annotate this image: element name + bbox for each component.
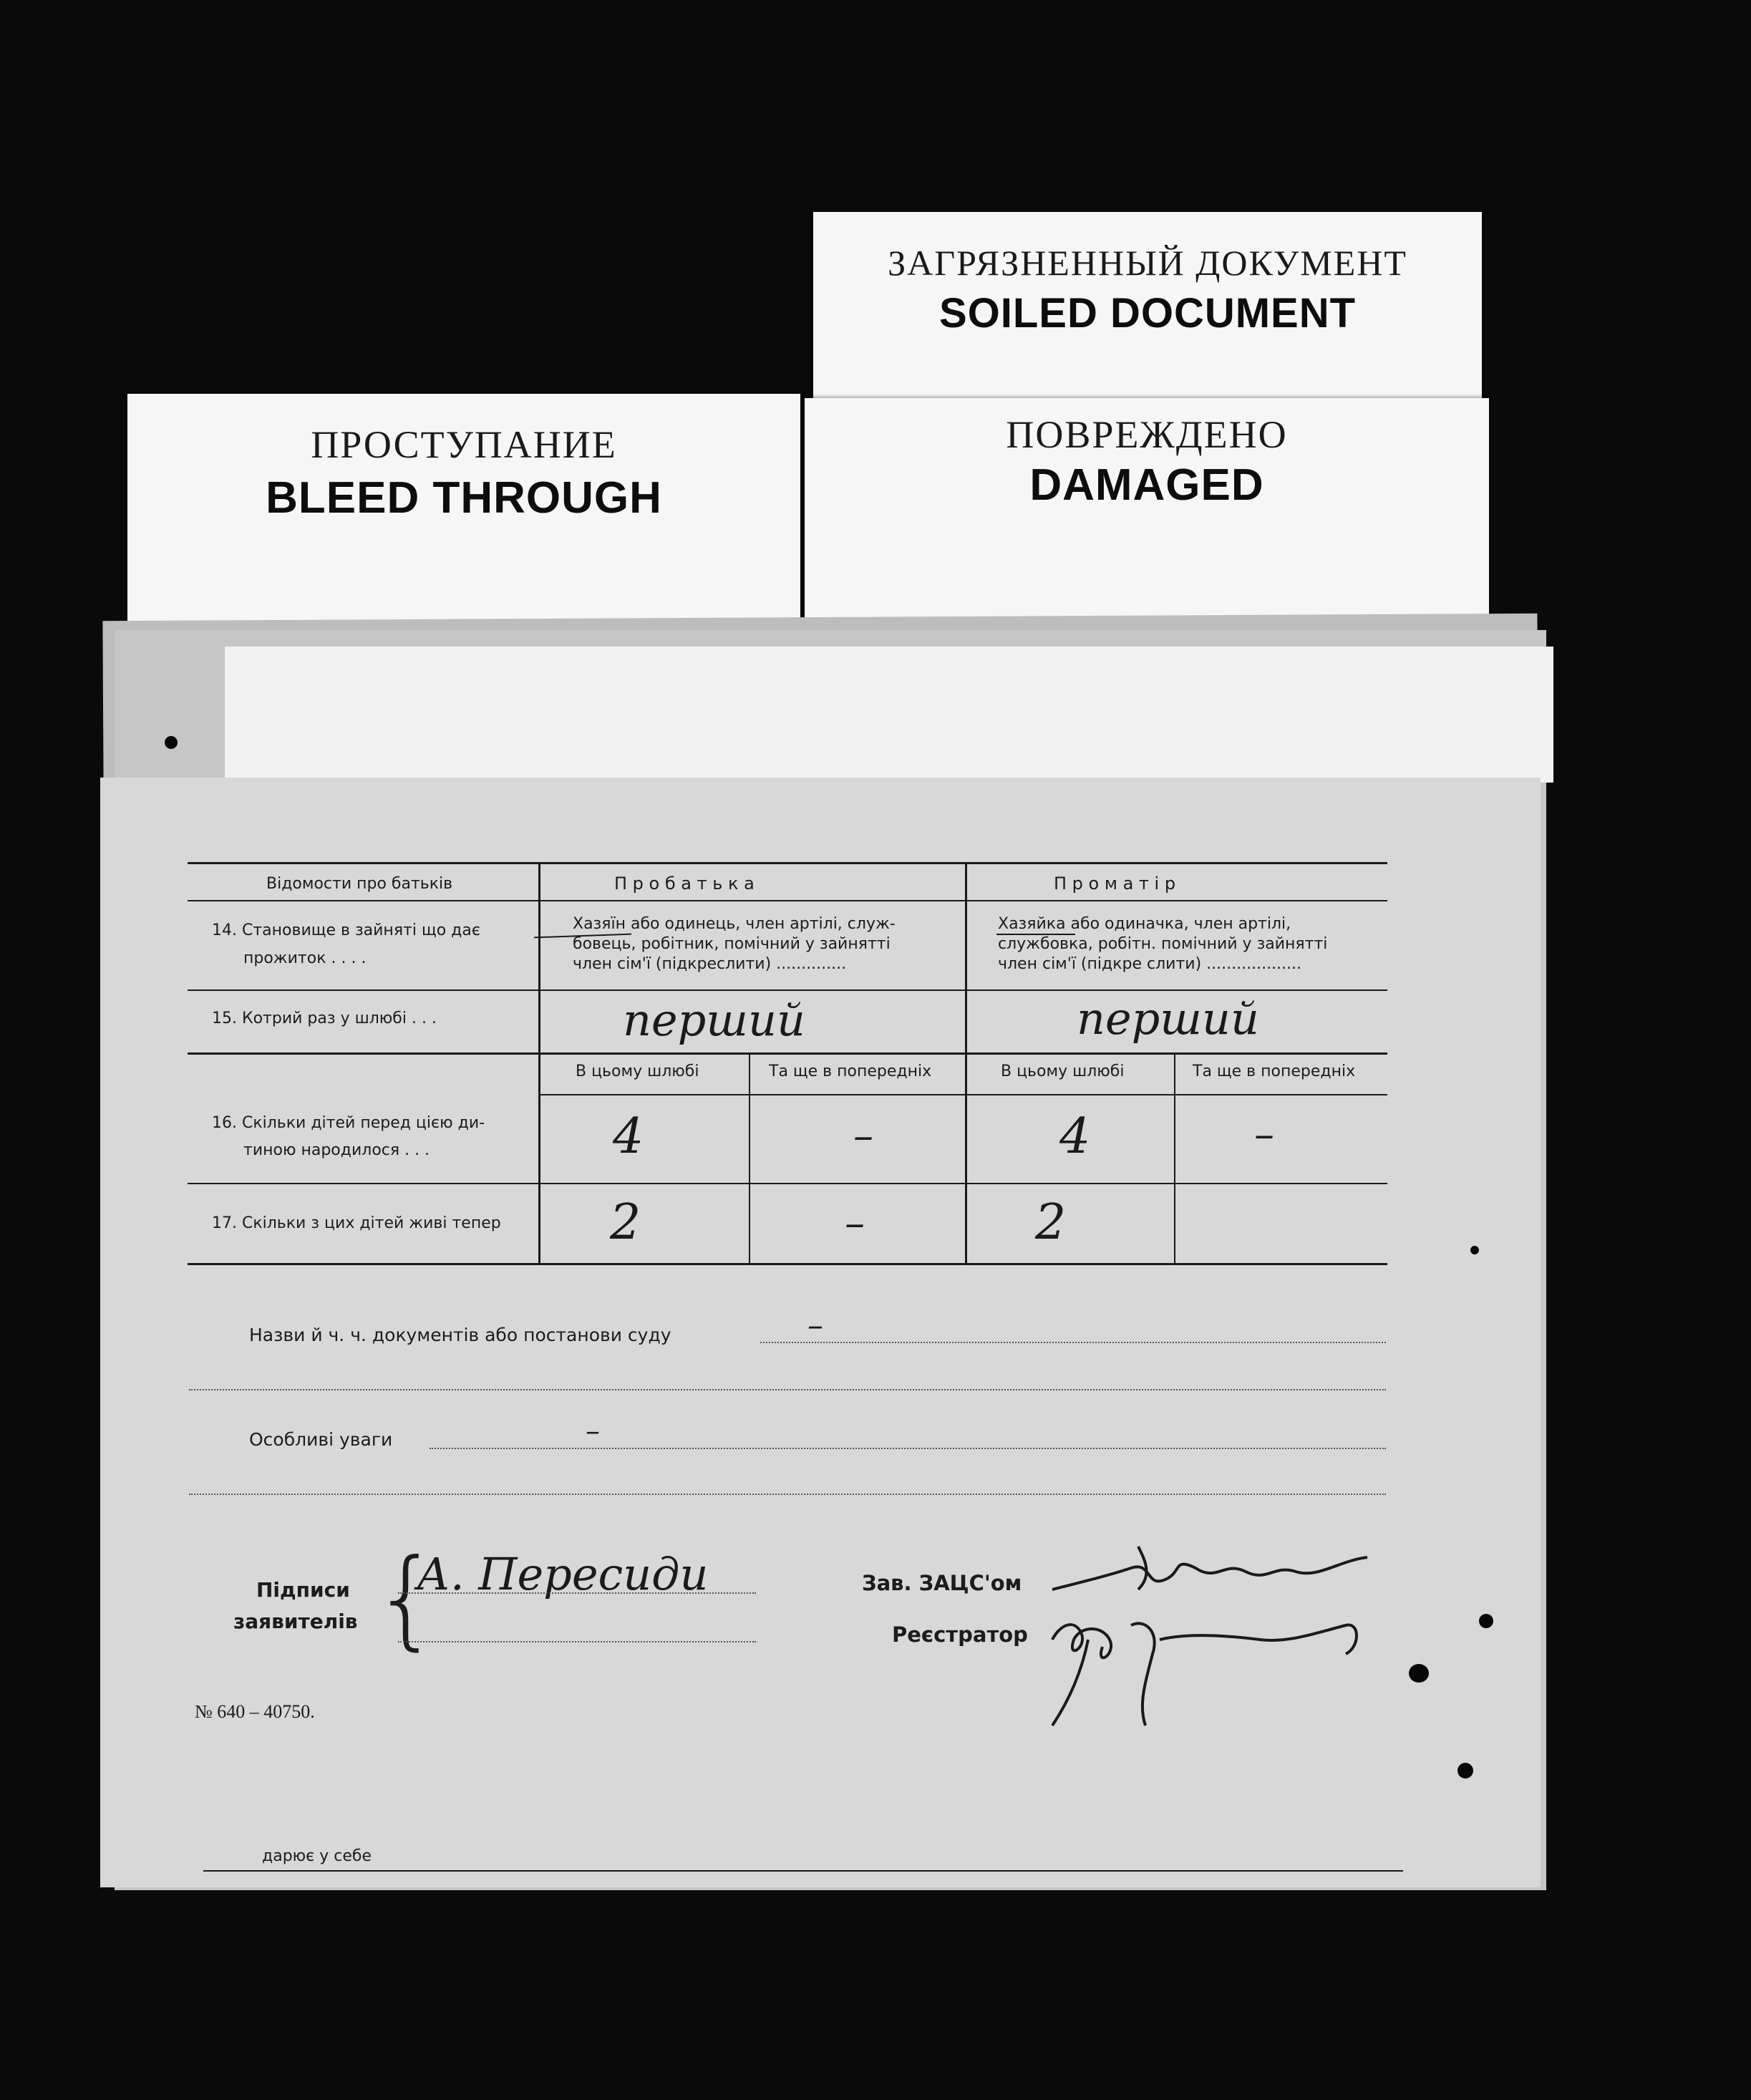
signatures-label-2: заявителів: [233, 1610, 358, 1633]
table-top-rule: [188, 862, 1387, 864]
registrar-signature: [1045, 1597, 1374, 1740]
subheader-this-father: В цьому шлюбі: [576, 1063, 699, 1080]
white-strip: [225, 647, 1553, 783]
subheader-bottom-rule: [538, 1094, 1387, 1095]
header-bottom-rule: [188, 900, 1387, 901]
bleed-through-card: [127, 394, 800, 630]
subheader-prev-mother: Та ще в попередніх: [1193, 1063, 1356, 1080]
punch-hole: [1470, 1246, 1479, 1254]
signatures-label-1: Підписи: [256, 1578, 350, 1602]
row17-mother-this: 2: [1035, 1194, 1067, 1251]
applicant-signature: А. Пересиди: [417, 1548, 709, 1600]
documents-dots-2: [189, 1389, 1386, 1390]
row15-bottom-rule: [188, 1053, 1387, 1055]
header-info: Відомости про батьків: [266, 875, 453, 893]
notes-dots-2: [189, 1494, 1386, 1495]
documents-value: –: [807, 1307, 823, 1344]
row17-father-prev: –: [845, 1200, 865, 1247]
damaged-label-ru: ПОВРЕЖДЕНО: [1006, 413, 1288, 456]
row14-father-2: бовець, робітник, помічний у зайнятті: [573, 935, 891, 953]
notes-value: –: [586, 1415, 600, 1448]
row17-father-this: 2: [610, 1194, 641, 1251]
row14-label-1: 14. Становище в зайнятi що дає: [212, 921, 480, 939]
row16-father-this: 4: [613, 1108, 644, 1165]
documents-label: Назви й ч. ч. документів або постанови суду: [249, 1325, 671, 1345]
row15-label: 15. Котрий раз у шлюбі . . .: [212, 1010, 437, 1027]
row16-label-1: 16. Скільки дітей перед цією ди-: [212, 1114, 485, 1132]
row14-father-1: Хазяїн або одинець, член артілі, служ-: [573, 915, 896, 933]
subheader-this-mother: В цьому шлюбі: [1001, 1063, 1125, 1080]
col-sep-1: [538, 862, 540, 1263]
notes-label: Особливі уваги: [249, 1429, 393, 1450]
signature-dots-2: [398, 1641, 756, 1642]
notes-dots: [430, 1448, 1386, 1449]
soiled-label-en: SOILED DOCUMENT: [938, 290, 1357, 337]
header-mother: П р о м а т і р: [1054, 874, 1176, 894]
damaged-card: [805, 398, 1489, 627]
row14-father-3: член сім'ї (підкреслити) ..............: [573, 955, 847, 973]
row16-label-2: тиною народилося . . .: [243, 1141, 430, 1159]
punch-hole: [1457, 1763, 1473, 1779]
table-bottom-rule: [188, 1263, 1387, 1265]
row15-mother-value: перший: [1077, 992, 1259, 1045]
row16-bottom-rule: [188, 1183, 1387, 1184]
col-sep-father-sub: [749, 1054, 750, 1263]
bottom-rule-underlying: [203, 1870, 1403, 1872]
row17-label: 17. Скільки з цих дітей живі тепер: [212, 1214, 501, 1232]
subheader-prev-father: Та ще в попередніх: [769, 1063, 932, 1080]
underline-hazyaika: [996, 934, 1075, 935]
soiled-document-card: [813, 212, 1482, 405]
signature-brace: {: [372, 1537, 441, 1661]
documents-dots: [760, 1342, 1386, 1343]
bleed-label-ru: ПРОСТУПАНИЕ: [311, 423, 617, 466]
punch-hole: [1479, 1614, 1493, 1628]
signature-dots-1: [398, 1592, 756, 1594]
row14-mother-2: службовка, робітн. помічний у зайнятті: [998, 935, 1328, 953]
header-father: П р о б а т ь к а: [614, 874, 755, 894]
row14-mother-1: Хазяйка або одиначка, член артілі,: [998, 915, 1291, 933]
col-sep-2: [965, 862, 967, 1263]
row15-father-value: перший: [623, 994, 805, 1046]
form-number: № 640 – 40750.: [195, 1701, 315, 1722]
bleed-label-en: BLEED THROUGH: [266, 473, 662, 523]
bottom-fragment: дарює у себе: [262, 1847, 372, 1865]
punch-hole: [165, 736, 178, 749]
row14-label-2: прожиток . . . .: [243, 949, 367, 967]
row16-mother-this: 4: [1059, 1108, 1091, 1165]
head-label: Зав. ЗАЦС'ом: [862, 1571, 1022, 1595]
punch-hole: [1409, 1664, 1429, 1683]
row16-mother-prev: –: [1254, 1111, 1274, 1158]
row14-mother-3: член сім'ї (підкре слити) ...................: [998, 955, 1302, 973]
soiled-label-ru: ЗАГРЯЗНЕННЫЙ ДОКУМЕНТ: [888, 243, 1407, 283]
col-sep-mother-sub: [1174, 1054, 1175, 1263]
registrar-label: Реєстратор: [892, 1622, 1028, 1647]
damaged-label-en: DAMAGED: [1029, 460, 1264, 510]
row16-father-prev: –: [853, 1113, 873, 1159]
row14-bottom-rule: [188, 989, 1387, 991]
